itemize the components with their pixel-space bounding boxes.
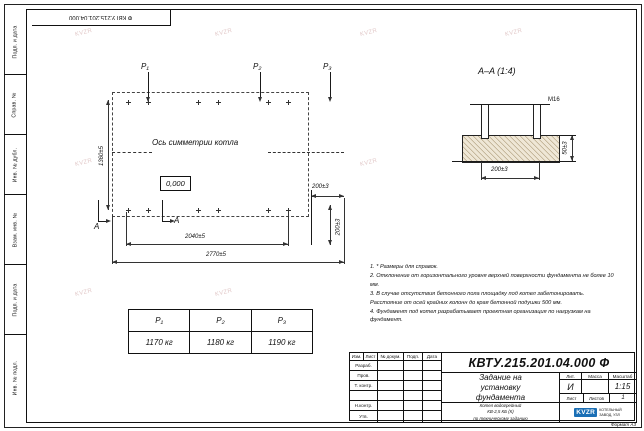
company-logo-badge: KVZR [576, 409, 596, 416]
left-cell-label: Инв. № подл. [12, 360, 18, 396]
left-stub-column [4, 9, 27, 421]
stamp-cell [378, 361, 404, 371]
stamp-designation-text: КВТУ.215.201.04.000 Ф [468, 355, 610, 370]
watermark: KVZR [74, 27, 94, 39]
anchor-bolt-left [481, 104, 489, 139]
stamp-lit-header: Лит. [560, 373, 582, 380]
stamp-sheets-header: Листов [584, 394, 610, 403]
stamp-title-line-2: установку [480, 382, 521, 392]
table-header-row [129, 310, 313, 332]
table-header-p3: P₃ [251, 310, 312, 332]
section-mark-a-left: A [94, 222, 100, 231]
watermark: KVZR [214, 27, 234, 39]
section-mark-a-right: A [174, 216, 180, 225]
stamp-scale-header: Масштаб [609, 373, 636, 380]
stamp-role-prov: Пров. [350, 371, 378, 381]
anchor-point [196, 208, 201, 213]
watermark: KVZR [359, 27, 379, 39]
bolt-label-m16: М16 [548, 97, 560, 103]
technical-notes [370, 263, 615, 326]
symmetry-axis-label: Ось симметрии котла [152, 138, 239, 147]
company-name: КОТЕЛЬНЫЙ ЗАВОД, УЗЛ [599, 408, 622, 417]
note-1: 1. * Размеры для справок. [370, 264, 438, 270]
stamp-cell [378, 411, 404, 422]
table-header-p2: P₂ [190, 310, 251, 332]
left-cell-label: Взам. инв. № [12, 212, 19, 247]
table-header-p1: P₁ [129, 310, 190, 332]
left-cell-5 [4, 335, 26, 421]
left-cell-0 [4, 9, 26, 75]
stamp-title-line-1: Задание на [479, 373, 522, 382]
stamp-subtitle [442, 403, 560, 422]
table-cell-p2-value: 1180 кг [190, 332, 251, 354]
section-title: A–A (1:4) [478, 66, 516, 76]
left-cell-label: Справ. № [12, 91, 19, 118]
top-designation-stamp [32, 9, 171, 26]
stamp-subtitle-line-1: Котел водогрейный [479, 403, 522, 409]
watermark: KVZR [359, 157, 379, 169]
stamp-cell [404, 381, 423, 391]
dim-right-horizontal: 200±3 [312, 184, 329, 190]
load-label-p3: P₃ [323, 62, 332, 71]
dim-width-inner: 2040±5 [185, 234, 205, 240]
left-cell-label: Подп. и дата [12, 25, 18, 58]
stamp-role-utv: Утв. [350, 411, 378, 422]
stamp-col-list: Лист [364, 353, 378, 361]
stamp-cell [404, 401, 423, 411]
stamp-cell [404, 391, 423, 401]
watermark: KVZR [74, 157, 94, 169]
stamp-cell [350, 391, 378, 401]
stamp-cell [404, 371, 423, 381]
left-cell-1 [4, 75, 26, 135]
anchor-point [146, 208, 151, 213]
stamp-col-docnum: № докум. [378, 353, 404, 361]
left-cell-2 [4, 135, 26, 195]
anchor-point [126, 100, 131, 105]
stamp-company [560, 403, 636, 422]
stamp-cell [423, 411, 442, 422]
foundation-body [462, 135, 560, 163]
table-cell-p3-value: 1190 кг [251, 332, 312, 354]
dim-right-vertical: 200±3 [335, 218, 342, 236]
load-label-p1: P₁ [141, 62, 149, 71]
stamp-cell [423, 381, 442, 391]
left-cell-label: Инв. № дубл. [12, 147, 18, 182]
stamp-cell [404, 411, 423, 422]
stamp-mass-header: Масса [582, 373, 609, 380]
stamp-col-izm: Изм. [350, 353, 364, 361]
stamp-col-podp: Подп. [404, 353, 423, 361]
stamp-cell [378, 391, 404, 401]
load-table [128, 309, 313, 354]
stamp-role-razrab: Разраб. [350, 361, 378, 371]
stamp-cell [378, 371, 404, 381]
stamp-mass-value [582, 380, 609, 394]
stamp-cell [423, 371, 442, 381]
note-2: 2. Отклонение от горизонтального уровня верхней поверхности фундамента не более 10 мм. [370, 273, 614, 288]
watermark: KVZR [214, 287, 234, 299]
anchor-point [266, 208, 271, 213]
note-3: 3. В случае отсутствия бетонного пола площадку под котел забетонировать. Расстояние от осей крайних колонн до края бетонной подушки 500 мм. [370, 291, 585, 306]
stamp-sheet-header: Лист [560, 394, 584, 403]
stamp-role-tkontr: Т. контр. [350, 381, 378, 391]
table-cell-p1-value: 1170 кг [129, 332, 190, 354]
stamp-cell [378, 401, 404, 411]
note-4: 4. Фундамент под котел разрабатывает проектная организация по нагрузкам на фундамент. [370, 308, 591, 324]
stamp-cell [423, 361, 442, 371]
watermark: KVZR [504, 27, 524, 39]
anchor-point [216, 208, 221, 213]
foundation-plan-outline [112, 92, 309, 217]
stamp-subtitle-line-3: по техническому заданию [473, 415, 528, 421]
stamp-col-data: Дата [423, 353, 442, 361]
stamp-sheets-value: 1 [610, 394, 636, 403]
left-cell-label: Подп. и дата [12, 283, 18, 316]
watermark: KVZR [74, 287, 94, 299]
stamp-title [442, 373, 560, 403]
stamp-designation [442, 353, 636, 373]
stamp-cell [423, 401, 442, 411]
top-designation-text: Ф КВТУ.215.201.04.000 [69, 14, 133, 20]
table-row [129, 332, 313, 354]
stamp-cell [378, 381, 404, 391]
left-cell-4 [4, 265, 26, 335]
anchor-bolt-right [533, 104, 541, 139]
dim-width-total: 2770±5 [206, 252, 226, 258]
stamp-cell [404, 361, 423, 371]
dim-height-left: 1360±5 [99, 146, 106, 166]
anchor-point [266, 100, 271, 105]
stamp-scale-value: 1:15 [609, 380, 636, 394]
stamp-title-line-3: фундамента [475, 392, 526, 402]
stamp-role-nkontr: Н.контр. [350, 401, 378, 411]
dim-section-height: 50±3 [563, 141, 569, 155]
dim-section-width: 200±3 [491, 167, 508, 173]
zero-level-mark: 0,000 [160, 176, 191, 191]
load-label-p2: P₂ [253, 62, 262, 71]
anchor-point [196, 100, 201, 105]
anchor-point [216, 100, 221, 105]
stamp-subtitle-line-2: КВ-2,5 КБ (К) [487, 409, 514, 415]
left-cell-3 [4, 195, 26, 265]
format-label: Формат A3 [610, 422, 636, 427]
stamp-cell [423, 391, 442, 401]
anchor-point [286, 100, 291, 105]
title-block [349, 352, 635, 421]
stamp-lit-value: И [560, 380, 582, 394]
